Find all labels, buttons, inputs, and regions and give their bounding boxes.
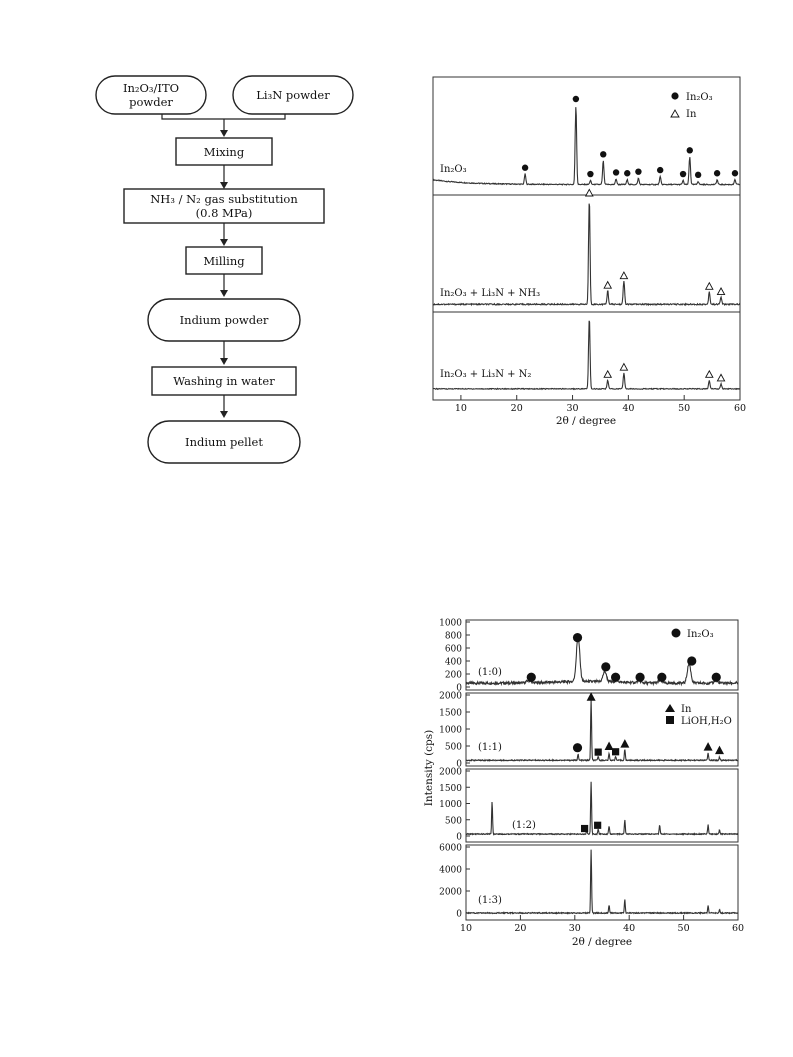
gas-label-line1: NH₃ / N₂ gas substitution	[150, 192, 298, 206]
chart2-marker-in2o3	[687, 656, 696, 665]
chart2-series-label-2: (1:2)	[512, 820, 536, 831]
chart1-marker-in2o3	[695, 172, 701, 178]
chart1-marker-in2o3	[714, 170, 720, 176]
chart2-series-line-2	[466, 782, 738, 835]
chart2-series-line-3	[466, 850, 738, 914]
flowchart	[96, 76, 353, 463]
chart2-y-tick-label: 500	[444, 816, 462, 827]
chart1-marker-in2o3	[732, 170, 738, 176]
chart1-legend-in: In	[686, 109, 697, 120]
chart1-marker-in	[706, 371, 713, 378]
chart1-marker-in2o3	[587, 171, 593, 177]
chart1-legend-triangle-icon	[671, 110, 679, 117]
chart2-legend-square-icon	[666, 716, 674, 724]
chart2-x-ticks	[460, 915, 744, 934]
chart2-legend-triangle-icon	[665, 704, 675, 712]
washing-label: Washing in water	[173, 374, 275, 388]
chart1-x-tick-label: 30	[566, 403, 579, 414]
gas-label-line2: (0.8 MPa)	[195, 206, 253, 220]
chart1-marker-in2o3	[613, 169, 619, 175]
chart1-x-tick-label: 50	[678, 403, 691, 414]
chart2-y-tick-label: 0	[456, 909, 462, 920]
chart2-series-label-3: (1:3)	[478, 895, 502, 906]
chart1-series-label-2: In₂O₃ + Li₃N + N₂	[440, 369, 532, 380]
chart1-marker-in	[604, 371, 611, 378]
chart2-y-tick-label: 0	[456, 832, 462, 843]
chart2-y-tick-label: 600	[444, 644, 462, 655]
chart2-y-tick-label: 1000	[439, 618, 462, 629]
chart1-traces	[433, 107, 740, 389]
chart1-marker-in	[620, 272, 627, 279]
arrow-head-3	[220, 239, 228, 246]
chart1-x-tick-label: 40	[622, 403, 635, 414]
chart2-panel-frame	[466, 769, 738, 842]
chart2-marker-in2o3	[611, 673, 620, 682]
chart2-marker-in2o3	[657, 673, 666, 682]
chart2-y-tick-label: 500	[444, 742, 462, 753]
chart1-x-tick-label: 20	[510, 403, 523, 414]
chart2-x-tick-label: 30	[568, 923, 581, 934]
chart1-marker-in	[620, 364, 627, 371]
chart2-marker-lioh	[595, 749, 602, 756]
chart1-marker-in2o3	[635, 168, 641, 174]
chart2-marker-lioh	[594, 822, 601, 829]
chart2-x-tick-label: 60	[731, 923, 745, 934]
milling-label: Milling	[203, 254, 245, 268]
chart1-series-label-0: In₂O₃	[440, 164, 467, 175]
chart2-x-tick-label: 10	[459, 923, 473, 934]
chart2-series-label-0: (1:0)	[478, 667, 502, 678]
chart1-marker-in2o3	[657, 167, 663, 173]
chart1-marker-in2o3	[687, 147, 693, 153]
merge-connector	[162, 114, 285, 119]
chart2-y-tick-label: 0	[456, 683, 462, 694]
mixing-label: Mixing	[203, 145, 245, 159]
xrd-chart-2	[423, 619, 744, 949]
chart2-y-tick-label: 400	[444, 657, 462, 668]
chart1-marker-in2o3	[600, 151, 606, 157]
chart2-y-tick-label: 4000	[439, 865, 462, 876]
chart1-marker-in2o3	[624, 170, 630, 176]
chart2-y-tick-label: 1000	[439, 725, 462, 736]
chart1-markers	[522, 96, 738, 381]
chart2-x-axis-label: 2θ / degree	[571, 936, 633, 948]
chart2-marker-lioh	[581, 825, 588, 832]
chart2-panel-frame	[466, 693, 738, 766]
chart2-marker-in2o3	[527, 673, 536, 682]
chart2-marker-in	[715, 746, 724, 755]
chart1-marker-in2o3	[573, 96, 579, 102]
chart1-x-axis-label: 2θ / degree	[555, 415, 617, 427]
chart2-y-tick-label: 2000	[439, 887, 462, 898]
chart1-legend-in2o3: In₂O₃	[686, 92, 713, 103]
chart2-legend-in: In	[681, 704, 692, 715]
arrow-head-6	[220, 411, 228, 418]
chart2-legend-in2o3: In₂O₃	[687, 629, 714, 640]
chart2-series-line-1	[466, 699, 738, 760]
chart2-y-tick-label: 800	[444, 631, 462, 642]
chart2-marker-in	[620, 739, 629, 748]
chart2-panel-frame	[466, 845, 738, 920]
chart2-y-tick-label: 1500	[439, 708, 462, 719]
chart1-frame	[433, 77, 740, 400]
chart2-series-line-0	[466, 638, 738, 684]
chart2-y-tick-label: 1000	[439, 800, 462, 810]
chart2-y-tick-label: 0	[456, 759, 462, 770]
chart2-y-tick-label: 1500	[439, 783, 462, 794]
chart2-y-tick-label: 6000	[439, 843, 462, 854]
chart2-marker-in	[704, 742, 713, 751]
chart2-x-tick-label: 50	[677, 923, 690, 934]
chart2-x-tick-label: 40	[623, 923, 636, 934]
indium-powder-label: Indium powder	[179, 313, 269, 327]
chart2-y-tick-label: 200	[444, 670, 462, 681]
chart2-x-tick-label: 20	[514, 923, 527, 934]
chart2-marker-in2o3	[712, 673, 721, 682]
chart1-marker-in	[604, 282, 611, 289]
chart1-marker-in	[586, 189, 593, 196]
chart2-y-axis-label: Intensity (cps)	[423, 729, 435, 807]
chart1-marker-in2o3	[680, 171, 686, 177]
chart2-legend-circle-icon	[672, 629, 681, 638]
chart2-legend-lioh: LiOH,H₂O	[681, 716, 732, 727]
arrow-head-2	[220, 182, 228, 189]
chart2-marker-lioh	[612, 748, 619, 755]
chart2-y-tick-label: 2000	[439, 767, 462, 778]
chart2-y-tick-label: 2000	[439, 691, 462, 702]
chart2-marker-in2o3	[635, 673, 644, 682]
chart1-marker-in	[706, 283, 713, 290]
li3n-label: Li₃N powder	[256, 88, 330, 102]
in2o3-label-line1: In₂O₃/ITO	[122, 81, 180, 95]
chart1-legend-circle-icon	[671, 92, 678, 99]
chart1-x-tick-label: 60	[733, 403, 747, 414]
indium-pellet-label: Indium pellet	[185, 435, 263, 449]
chart1-marker-in	[717, 374, 724, 381]
in2o3-label-line2: powder	[129, 95, 173, 109]
chart1-x-tick-label: 10	[454, 403, 467, 414]
chart2-panels	[439, 619, 738, 921]
chart2-series-label-1: (1:1)	[478, 742, 502, 753]
arrow-head-1	[220, 130, 228, 137]
chart2-marker-in2o3	[573, 633, 582, 642]
chart2-marker-in2o3	[573, 743, 582, 752]
chart1-marker-in2o3	[522, 165, 528, 171]
chart1-x-ticks	[455, 395, 746, 414]
arrow-head-5	[220, 358, 228, 365]
chart2-marker-in2o3	[601, 662, 610, 671]
xrd-chart-1	[433, 77, 746, 427]
chart1-series-label-1: In₂O₃ + Li₃N + NH₃	[440, 288, 541, 299]
chart1-marker-in	[717, 288, 724, 295]
arrow-head-4	[220, 290, 228, 297]
